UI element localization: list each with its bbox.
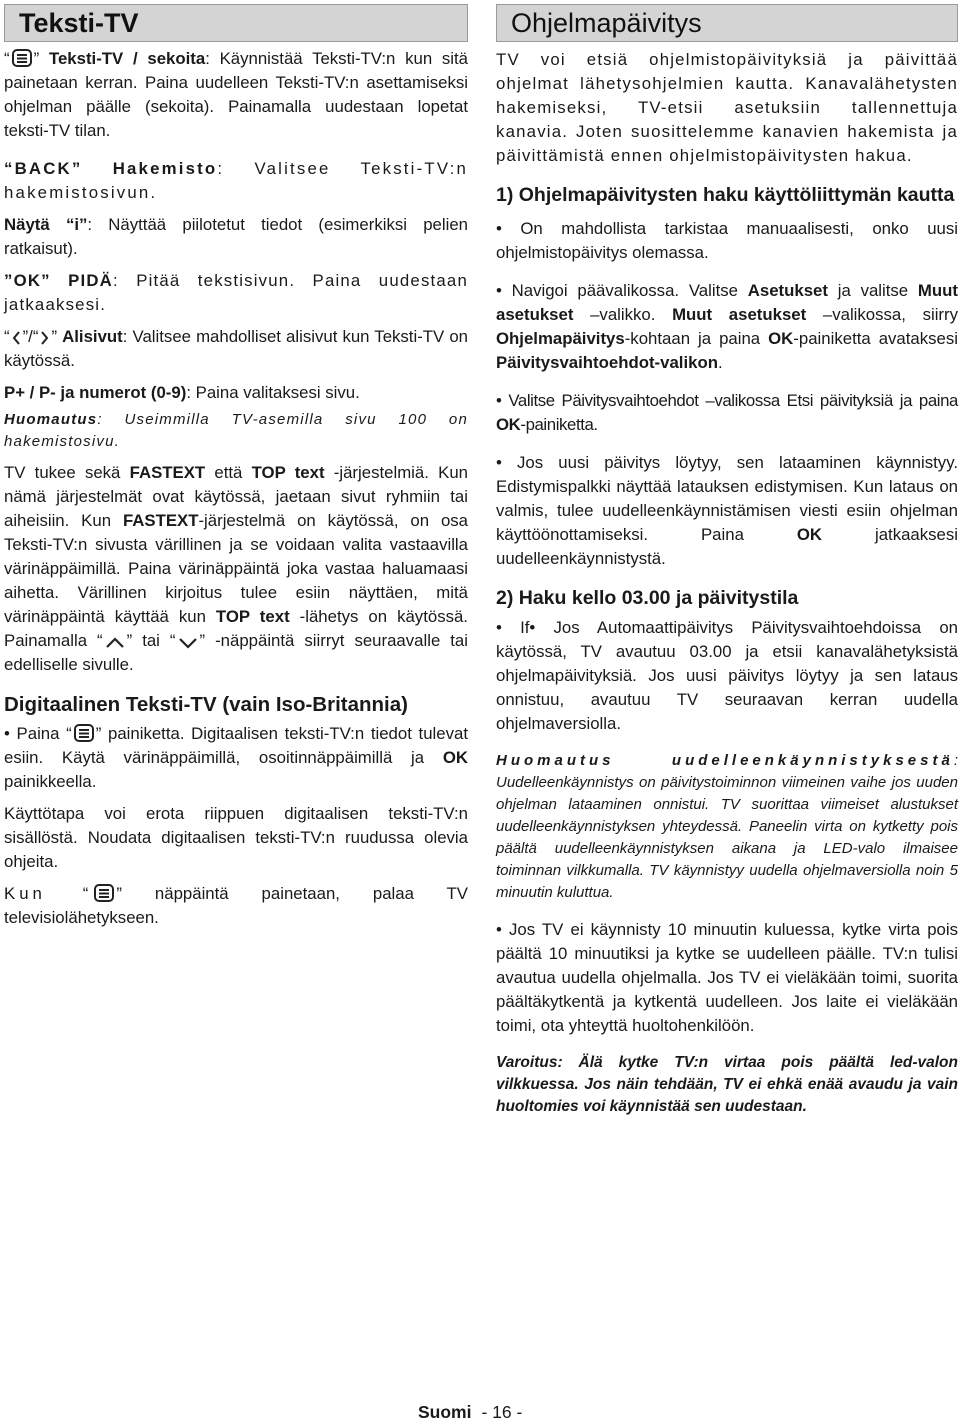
teletext-mix-paragraph: [4, 47, 468, 143]
fastext-text: -järjestelmiä. Kun nämä järjestelmät ovat käytössä, jaetaan sivut ryhmiin tai aiheisiin. Kun: [4, 463, 468, 530]
fastext-text: TV tukee sekä: [4, 463, 130, 482]
pages-paragraph: [4, 381, 468, 405]
quote: ”: [51, 327, 58, 346]
bullet-text: • Valitse Päivitysvaihtoehdot –valikossa Etsi päivityksiä ja paina: [496, 391, 958, 410]
note-paragraph: [4, 409, 468, 453]
bullet-text: jatkaaksesi uudelleenkäynnistystä.: [496, 525, 958, 568]
bullet-text: .: [717, 353, 723, 372]
warning-text: Varoitus: Älä kytke TV:n virtaa pois päältä led-valon vilkkuessa. Jos näin tehdään, TV ei ehkä enää avaudu ja vain huoltomies voi käynnistää sen uudestaan.: [496, 1054, 958, 1115]
bullet-text: –valikko.: [573, 305, 673, 324]
section-header-software-update: Ohjelmapäivitys: [496, 4, 958, 42]
subpage-paragraph: [4, 325, 468, 373]
note-text: : Useimmilla TV-asemilla sivu 100 on hakemistosivu.: [4, 411, 468, 450]
fastext-text: -lähetys on käytössä. Painamalla “: [4, 607, 468, 650]
teletext-body: [4, 47, 468, 930]
quote: ”: [33, 49, 40, 68]
fastext-text: -järjestelmä on käytössä, on osa Teksti-TV:n sivusta värillinen ja se voidaan valita vastaavilla värinäppäimillä. Paina värinäppäintä joka vastaa haluamaasi aihetta. Värillinen kirjoitus tulee esiin näyttäen, mitä värinäppäintä käyttää kun: [4, 511, 469, 626]
info-text: : Näyttää piilotetut tiedot (esimerkiksi pelien ratkaisut).: [4, 215, 468, 258]
digital-paragraph-1: [4, 722, 468, 794]
pages-text: : Paina valitaksesi sivu.: [186, 383, 360, 402]
bullet-download: [496, 451, 958, 571]
bullet-text: –valikossa, siirry: [806, 305, 958, 324]
bold-term: Asetukset: [747, 281, 828, 300]
update-heading-2: 2) Haku kello 03.00 ja päivitystila: [496, 587, 799, 609]
hold-paragraph: [4, 269, 468, 317]
section-header-teletext: Teksti-TV: [4, 4, 468, 42]
bullet-no-start: • Jos TV ei käynnisty 10 minuutin kuluessa, kytke virta pois päältä 10 minuutiksi ja kytke se uudelleen päälle. TV:n tulisi avautua uudella ohjelmalla. Jos TV ei vieläkään toimi, suorita päältäkytkentä ja kytkentä uudelleen. Jos laite ei vieläkään toimi, ota yhteyttä huoltohenkilöön.: [496, 920, 958, 1035]
fastext-text: ” -näppäintä siirryt seuraavalle tai edelliselle sivulle.: [4, 631, 468, 674]
note-label: Huomautus: [4, 411, 98, 428]
bullet-navigate: [496, 279, 958, 375]
chevron-left-icon: [12, 331, 21, 345]
bullet-text: • Navigoi päävalikossa. Valitse: [496, 281, 748, 300]
left-column: [4, 4, 468, 930]
back-paragraph: [4, 157, 468, 205]
digital-text: Kun “: [4, 884, 93, 903]
fastext-text: ” tai “: [126, 631, 176, 650]
bullet-manual-check: • On mahdollista tarkistaa manuaalisesti, onko uusi ohjelmistopäivitys olemassa.: [496, 219, 958, 262]
toptext-bold: TOP text: [215, 607, 290, 626]
chevron-right-icon: [40, 331, 49, 345]
bullet-auto-update: • If• Jos Automaattipäivitys Päivitysvaihtoehdoissa on käytössä, TV avautuu 03.00 ja etsii kanavalähetyksistä ohjelmapäivityksiä. Jos uusi päivitys löytyy ja sen lataus onnistuu, avautuu TV seuraavan kerran uudella ohjelmaversiolla.: [496, 618, 958, 733]
subpage-text: : Valitsee mahdolliset alisivut kun Teksti-TV on käytössä.: [4, 327, 468, 370]
restart-note-colon: :: [953, 752, 958, 769]
chevron-down-icon: [178, 637, 198, 649]
restart-note: [496, 750, 958, 904]
chevron-up-icon: [105, 637, 125, 649]
subpage-label: Alisivut: [62, 327, 123, 346]
right-column: [496, 4, 958, 1118]
digital-text: ” painiketta. Digitaalisen teksti-TV:n tiedot tulevat esiin. Käytä värinäppäimillä, osoitinnäppäimillä ja: [4, 724, 468, 767]
info-paragraph: [4, 213, 468, 261]
teletext-mix-label: Teksti-TV / sekoita: [48, 49, 206, 68]
digital-paragraph-2: Käyttötapa voi erota riippuen digitaalisen teksti-TV:n sisällöstä. Noudata digitaalisen teksti-TV:n ruudussa olevia ohjeita.: [4, 804, 468, 871]
bullet-text: • Jos uusi päivitys löytyy, sen lataaminen käynnistyy. Edistymispalkki näyttää latauksen edistymisen. Kun lataus on valmis, tulee uudelleenkäynnistämisen viesti esiin ohjelman käyttöönottamiseksi. Paina: [496, 453, 958, 544]
digital-text: painikkeella.: [4, 772, 97, 791]
fastext-paragraph: [4, 461, 468, 677]
bold-term: OK: [496, 415, 521, 434]
fastext-bold: FASTEXT: [129, 463, 206, 482]
teletext-mix-text: : Käynnistää Teksti-TV:n kun sitä painetaan kerran. Paina uudelleen Teksti-TV:n asettamiseksi ohjelman päälle (sekoita). Painamalla uudestaan lopetat teksti-TV tilan.: [4, 49, 469, 140]
quote: “: [4, 327, 10, 346]
bullet-text: -painiketta.: [520, 415, 598, 434]
bold-term: Muut asetukset: [496, 281, 958, 324]
bullet-select-options: [496, 389, 958, 437]
bold-term: Päivitysvaihtoehdot-valikon: [496, 353, 718, 372]
ok-bold: OK: [442, 748, 468, 767]
back-label: “BACK” Hakemisto: [4, 159, 218, 178]
info-label: Näytä “i”: [4, 215, 88, 234]
hold-text: : Pitää tekstisivun. Paina uudestaan jatkaaksesi.: [4, 271, 468, 314]
teletext-icon: [74, 724, 94, 742]
restart-note-title: Huomautus uudelleenkäynnistyksestä: [496, 752, 954, 769]
hold-label: ”OK” PIDÄ: [4, 271, 113, 290]
page-number: - 16 -: [481, 1402, 523, 1422]
quote: “: [4, 49, 10, 68]
intro-paragraph: TV voi etsiä ohjelmistopäivityksiä ja päivittää ohjelmat lähetysohjelmien kautta. Kanavalähetysten hakemiseksi, TV-etsii asetuksiin tallennettuja kanavia. Joten suosittelemme kanavien hakemista ja päivittämistä ennen ohjelmistopäivitysten hakua.: [496, 50, 958, 165]
bold-term: Muut asetukset: [672, 305, 807, 324]
digital-text: ” näppäintä painetaan, palaa TV televisiolähetykseen.: [4, 884, 468, 927]
bullet-text: ja valitse: [827, 281, 918, 300]
fastext-bold: FASTEXT: [122, 511, 199, 530]
back-text: : Valitsee Teksti-TV:n hakemistosivun.: [4, 159, 468, 202]
restart-note-text: Uudelleenkäynnistys on päivitystoiminnon viimeinen vaihe jos uuden ohjelman lataaminen onnistui. TV suorittaa viimeiset alustukset uudelleenkäynnistyksen yhteydessä. Paneelin virta on kytketty pois päältä uudelleenkäynnistyksen aikana ja LED-valo ilmaisee toiminnan vilkkumalla. TV käynnistyy uudella ohjelmaversiolla noin 5 minuutin kuluttua.: [496, 774, 958, 901]
toptext-bold: TOP text: [251, 463, 325, 482]
digital-paragraph-3: [4, 882, 468, 930]
update-heading-1: 1) Ohjelmapäivitysten haku käyttöliittymän kautta: [496, 184, 955, 206]
fastext-text: että: [205, 463, 252, 482]
software-update-body: [496, 48, 958, 1118]
digital-teletext-heading: Digitaalinen Teksti-TV (vain Iso-Britannia): [4, 693, 408, 716]
pages-label: P+ / P- ja numerot (0-9): [4, 383, 187, 402]
page-footer: [418, 1402, 522, 1423]
bullet-text: -kohtaan ja paina: [624, 329, 769, 348]
quote: ”/“: [22, 327, 39, 346]
teletext-icon: [94, 884, 114, 902]
teletext-icon: [12, 49, 32, 67]
bold-term: OK: [796, 525, 823, 544]
digital-text: • Paina “: [4, 724, 72, 743]
bullet-text: -painiketta avataksesi: [793, 329, 958, 348]
bold-term: OK: [768, 329, 794, 348]
bold-term: Ohjelmapäivitys: [496, 329, 625, 348]
footer-language: Suomi: [418, 1402, 472, 1422]
